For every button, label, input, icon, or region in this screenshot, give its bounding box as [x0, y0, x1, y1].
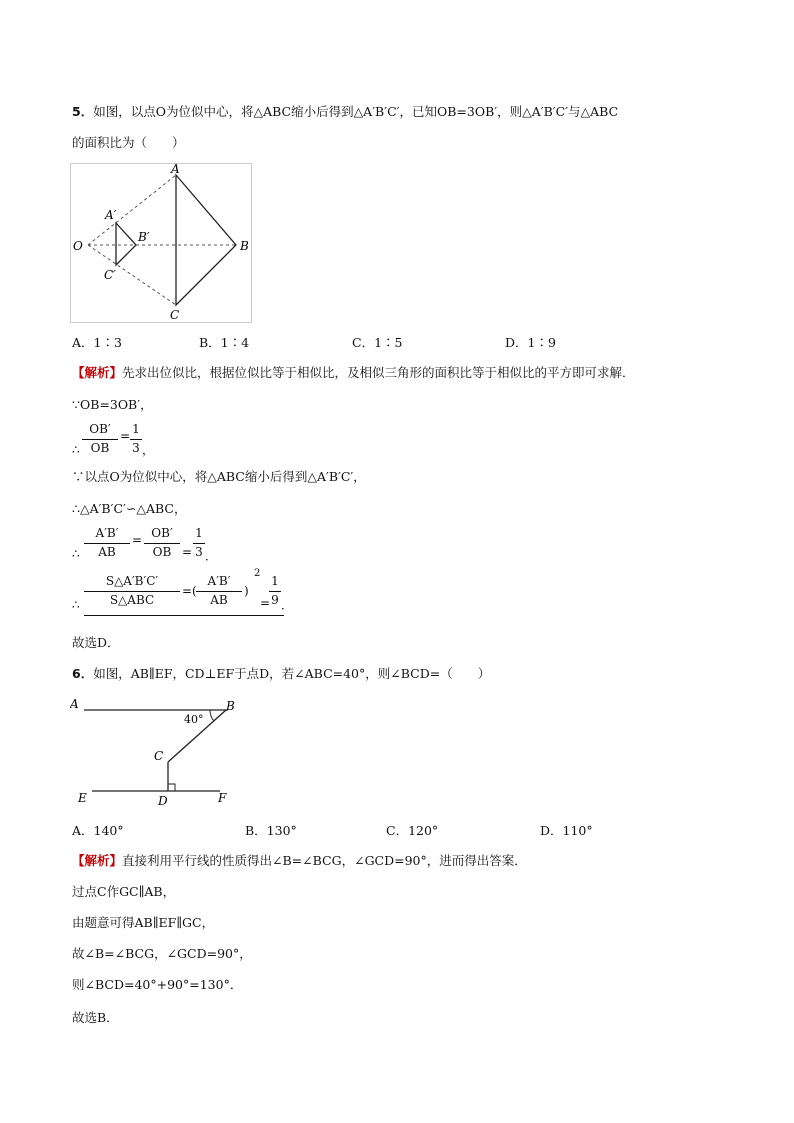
f3-n2: A′B′ — [207, 574, 231, 588]
f3-bar1 — [84, 591, 180, 592]
q5-step2: ∵以点O为位似中心，将△ABC缩小后得到△A′B′C′， — [72, 469, 366, 484]
f2-bar2 — [144, 543, 180, 544]
q6-step2: 由题意可得AB∥EF∥GC， — [72, 915, 215, 930]
q6-label-b: B — [226, 699, 235, 713]
q6-option-b: B．130° — [245, 823, 297, 838]
f1-therefore: ∴ — [72, 443, 80, 457]
f3-tail: ． — [281, 598, 294, 612]
f3-d3: 9 — [271, 593, 279, 607]
q5-label-b1: B′ — [138, 230, 150, 244]
q6-answer: 故选B． — [72, 1010, 119, 1025]
f3-therefore: ∴ — [72, 598, 80, 612]
q5-label-b: B — [240, 239, 249, 253]
q6-angle-label: 40° — [184, 713, 204, 726]
q6-label-a: A — [70, 697, 79, 711]
q5-step3: ∴△A′B′C′∽△ABC， — [72, 501, 187, 516]
q6-stem-text: 如图，AB∥EF，CD⊥EF于点D，若∠ABC=40°，则∠BCD=（ ） — [93, 666, 491, 681]
q5-option-a: A．1∶3 — [72, 335, 122, 350]
q5-label-c1: C′ — [104, 268, 116, 282]
f1-rden: 3 — [132, 441, 140, 455]
f1-rnum: 1 — [132, 422, 140, 436]
f2-d2: OB — [152, 545, 172, 559]
q6-step4: 则∠BCD=40°+90°=130°． — [72, 977, 243, 992]
f3-bar3 — [269, 591, 281, 592]
f2-n1: A′B′ — [95, 526, 119, 540]
f2-d1: AB — [98, 545, 116, 559]
q6-option-a: A．140° — [72, 823, 124, 838]
q5-label-o: O — [73, 239, 83, 253]
q5-analysis-tag: 【解析】 — [72, 365, 123, 380]
q6-angle-arc — [210, 710, 214, 721]
f2-therefore: ∴ — [72, 547, 80, 561]
q5-analysis-text: 先求出位似比，根据位似比等于相似比，及相似三角形的面积比等于相似比的平方即可求解． — [122, 365, 635, 380]
f3-exp: 2 — [254, 568, 261, 579]
f1-rbar — [130, 439, 142, 440]
q6-stem — [72, 665, 490, 683]
f1-num: OB′ — [89, 422, 111, 436]
f2-eq2: = — [182, 545, 193, 559]
f1-den: OB — [90, 441, 110, 455]
f3-d1: S△ABC — [109, 593, 155, 607]
f1-bar — [82, 439, 118, 440]
f2-n3: 1 — [195, 526, 203, 540]
f2-n2: OB′ — [151, 526, 173, 540]
q5-fraction-1 — [72, 420, 172, 460]
q5-label-a1: A′ — [105, 208, 117, 222]
q6-right-angle-mark — [168, 784, 175, 791]
q6-analysis — [72, 852, 527, 870]
q5-analysis — [72, 364, 635, 382]
f3-d2: AB — [210, 593, 228, 607]
f2-bar3 — [193, 543, 205, 544]
f2-bar1 — [84, 543, 130, 544]
q6-number: 6． — [72, 666, 94, 681]
q5-stem-line1 — [72, 103, 618, 121]
f1-eq: = — [120, 429, 131, 443]
q5-label-a: A — [171, 163, 180, 176]
q6-figure — [70, 694, 240, 806]
q6-option-c: C．120° — [386, 823, 439, 838]
f3-eq1: =( — [182, 584, 197, 598]
q6-step3: 故∠B=∠BCG，∠GCD=90°， — [72, 946, 252, 961]
f3-eq2: = — [260, 596, 271, 610]
q5-answer: 故选D． — [72, 635, 120, 650]
f1-tail: ， — [142, 443, 155, 457]
q5-figure-frame — [71, 164, 252, 323]
q6-label-d: D — [158, 794, 168, 806]
q5-label-c: C — [170, 308, 180, 322]
f2-d3: 3 — [195, 545, 203, 559]
f3-bar2 — [196, 591, 242, 592]
q6-step1: 过点C作GC∥AB， — [72, 884, 176, 899]
q5-option-b: B．1∶4 — [199, 335, 250, 350]
f3-n1: S△A′B′C′ — [105, 574, 159, 588]
q5-fraction-3 — [72, 568, 372, 616]
q6-analysis-tag: 【解析】 — [72, 853, 123, 868]
f2-tail: ． — [205, 549, 218, 563]
q6-label-e: E — [78, 791, 87, 805]
q5-fraction-2 — [72, 524, 312, 564]
q5-option-d: D．1∶9 — [505, 335, 556, 350]
q5-stem-text: 如图，以点O为位似中心，将△ABC缩小后得到△A′B′C′，已知OB=3OB′，则△A′B′C′与△ABC — [93, 104, 619, 119]
q5-number: 5． — [72, 104, 94, 119]
q6-label-f: F — [218, 791, 227, 805]
f3-underline — [84, 615, 284, 616]
q5-figure — [70, 163, 252, 323]
q5-step1: ∵OB=3OB′， — [72, 397, 153, 412]
q6-analysis-text: 直接利用平行线的性质得出∠B=∠BCG，∠GCD=90°，进而得出答案． — [122, 853, 527, 868]
f3-close: ) — [244, 584, 249, 598]
f2-eq1: = — [132, 533, 143, 547]
q5-stem-line2: 的面积比为（ ） — [72, 135, 185, 150]
q5-option-c: C．1∶5 — [352, 335, 403, 350]
q6-label-c: C — [154, 749, 164, 763]
f3-n3: 1 — [271, 574, 279, 588]
q6-option-d: D．110° — [540, 823, 593, 838]
